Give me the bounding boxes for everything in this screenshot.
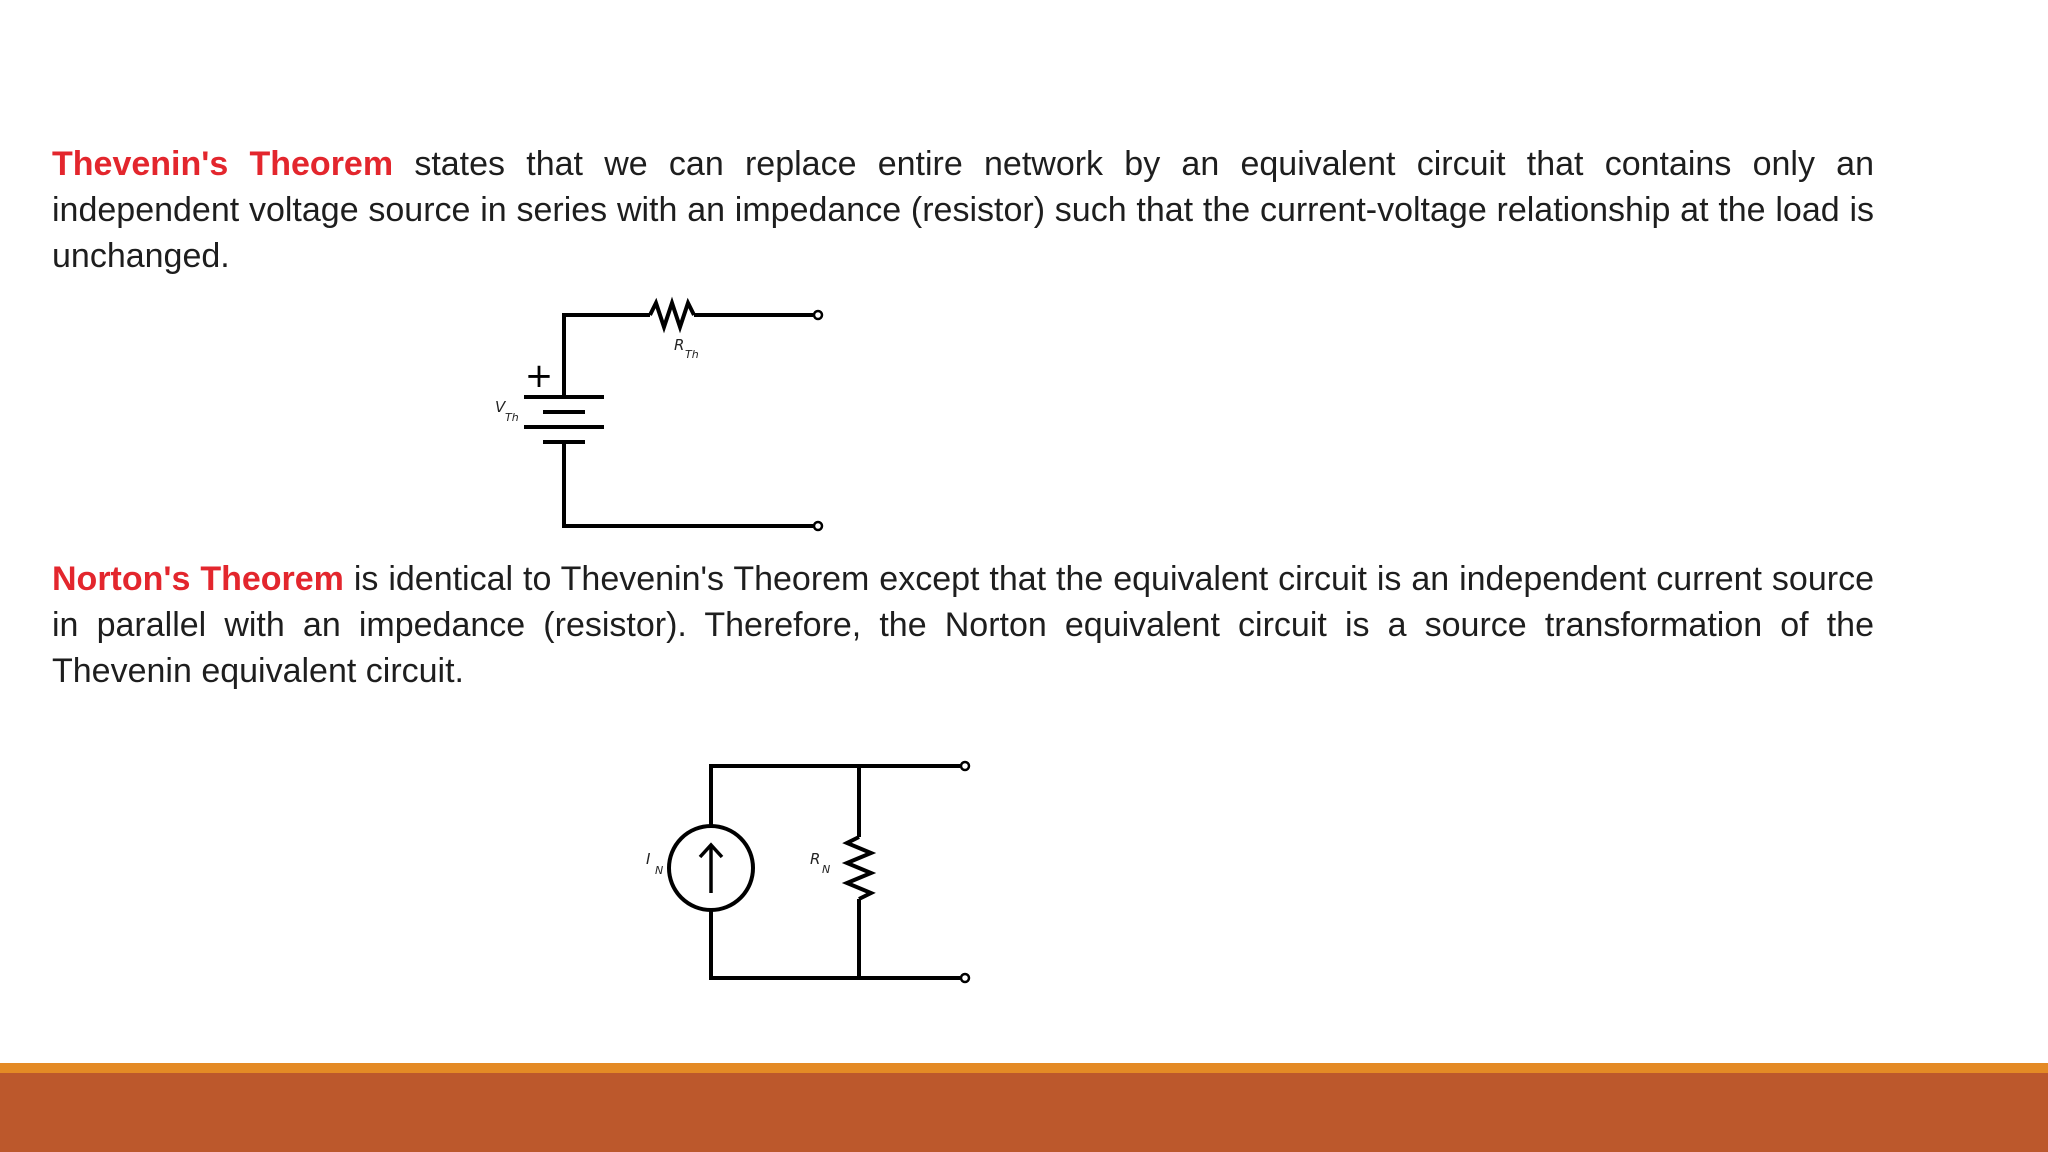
resistor-rn: [847, 837, 871, 899]
thevenin-top-wire: [564, 315, 650, 397]
norton-top-wire: [711, 766, 960, 826]
in-sub: N: [655, 864, 664, 877]
footer-bar: [0, 1073, 2048, 1152]
thevenin-paragraph: [52, 141, 1874, 279]
vth-label: V: [495, 398, 506, 416]
plus-sign: +: [524, 356, 554, 396]
thevenin-circuit-diagram: [480, 290, 840, 540]
thevenin-text: states that we can replace entire network by an equivalent circuit that contains only an independent voltage source in series with an impedance (resistor) such that the current-voltage relationship at the load is unchanged.: [52, 145, 1874, 275]
terminal-top: [961, 762, 969, 770]
terminal-top: [814, 311, 822, 319]
thevenin-term: Thevenin's Theorem: [52, 145, 394, 183]
footer-accent-line: [0, 1063, 2048, 1073]
terminal-bottom: [814, 522, 822, 530]
battery-vth: [524, 397, 604, 442]
resistor-rth: [650, 303, 694, 327]
rn-label: R: [810, 850, 821, 868]
in-label: I: [646, 850, 651, 868]
norton-circuit-diagram: [620, 750, 980, 990]
rth-label: R: [674, 336, 685, 354]
rn-sub: N: [822, 863, 831, 876]
norton-text: is identical to Thevenin's Theorem except that the equivalent circuit is an independent current source in parallel with an impedance (resistor). Therefore, the Norton equivalent circuit is a source transformation of the Thevenin equivalent circuit.: [52, 560, 1874, 690]
terminal-bottom: [961, 974, 969, 982]
up-arrow-icon: [700, 845, 722, 893]
vth-sub: Th: [505, 411, 519, 424]
thevenin-bottom-wire: [564, 442, 813, 526]
rth-sub: Th: [685, 348, 699, 361]
norton-paragraph: [52, 556, 1874, 694]
norton-bottom-wire: [711, 910, 960, 978]
norton-term: Norton's Theorem: [52, 560, 344, 598]
